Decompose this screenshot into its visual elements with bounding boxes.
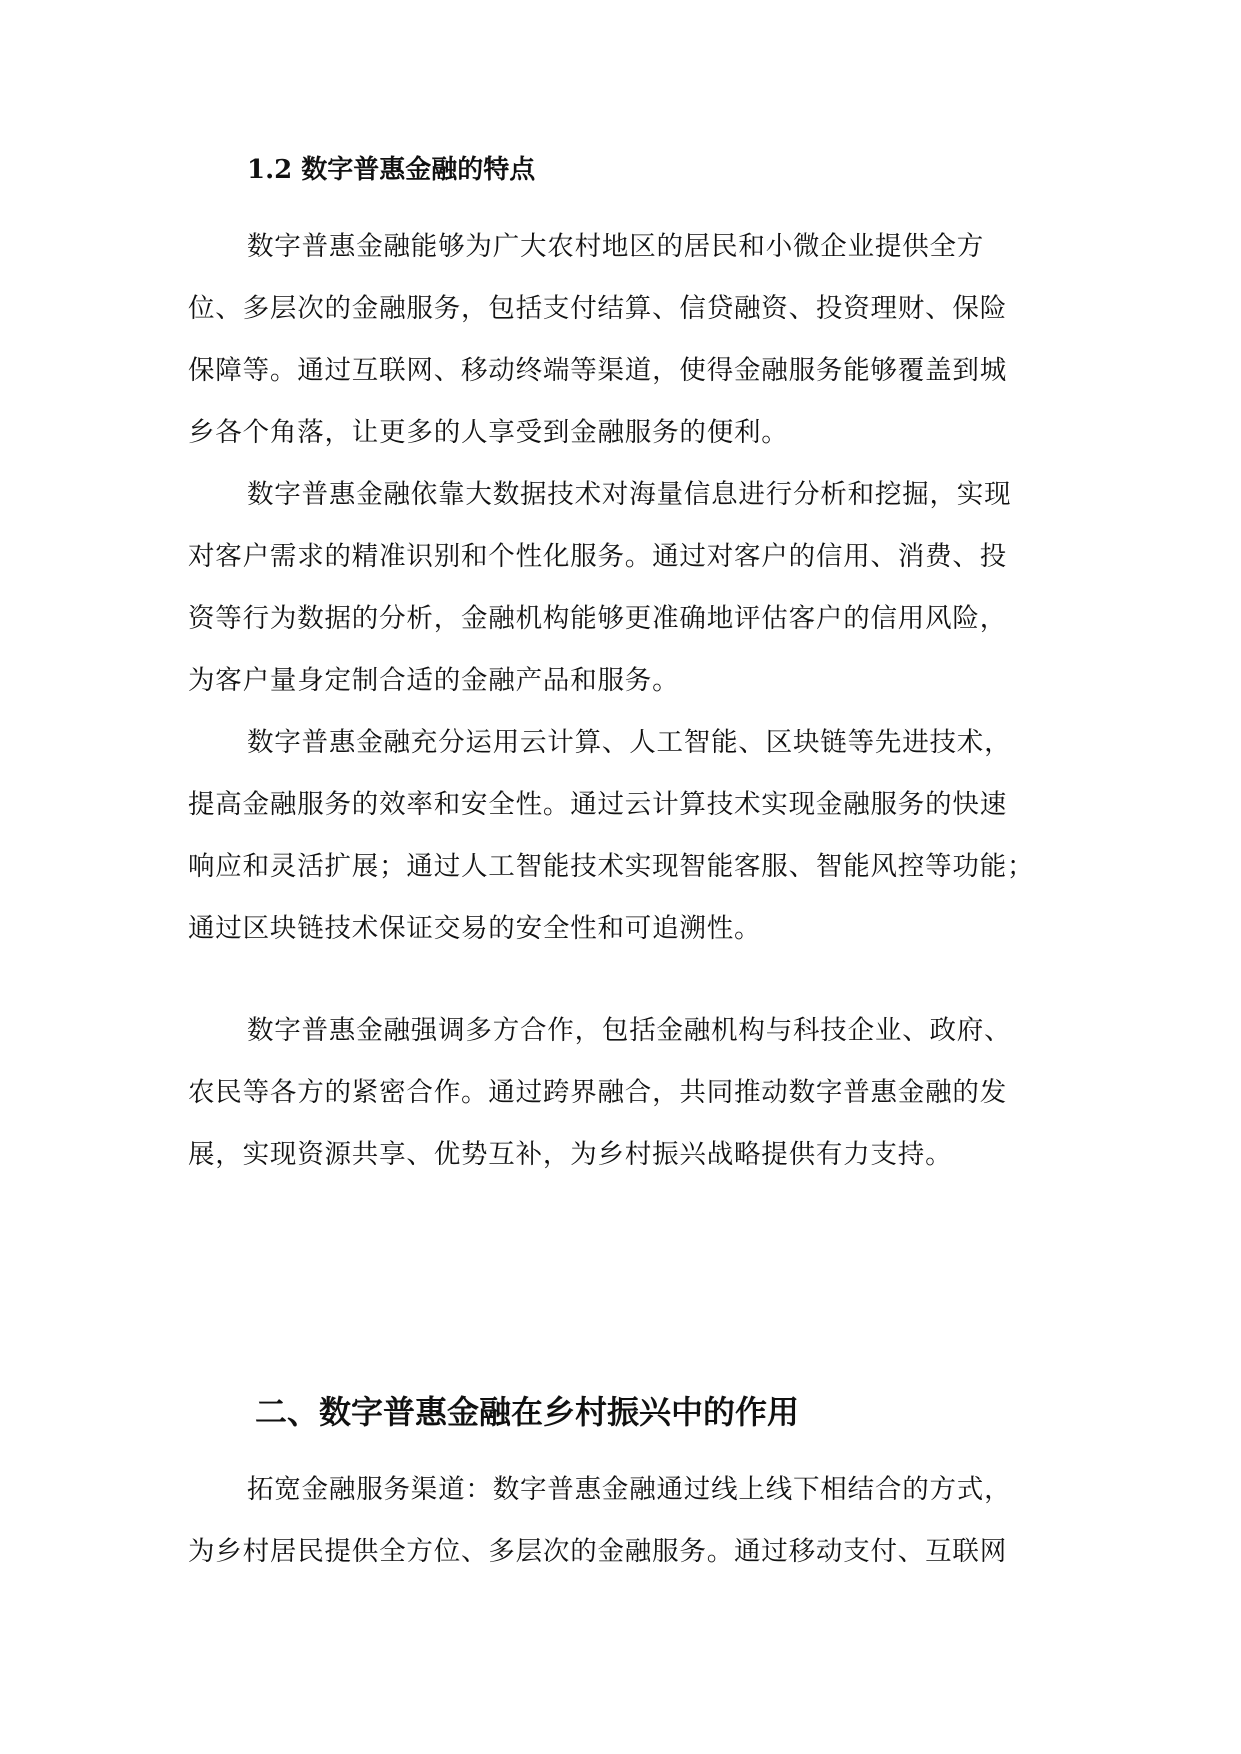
paragraph-3-line-2: 提高金融服务的效率和安全性。通过云计算技术实现金融服务的快速 xyxy=(188,789,1007,820)
paragraph-4-line-1: 数字普惠金融强调多方合作，包括金融机构与科技企业、政府、 xyxy=(247,1015,1012,1046)
paragraph-4-line-2: 农民等各方的紧密合作。通过跨界融合，共同推动数字普惠金融的发 xyxy=(188,1077,1007,1108)
paragraph-3-line-1: 数字普惠金融充分运用云计算、人工智能、区块链等先进技术， xyxy=(247,727,1012,758)
paragraph-1-line-2: 位、多层次的金融服务，包括支付结算、信贷融资、投资理财、保险 xyxy=(188,293,1007,324)
paragraph-2-line-4: 为客户量身定制合适的金融产品和服务。 xyxy=(188,665,680,696)
paragraph-1-line-4: 乡各个角落，让更多的人享受到金融服务的便利。 xyxy=(188,417,789,448)
section-heading-1-2: 1.2 数字普惠金融的特点 xyxy=(247,155,536,185)
section-heading-2: 二、数字普惠金融在乡村振兴中的作用 xyxy=(255,1393,800,1431)
paragraph-1-line-1: 数字普惠金融能够为广大农村地区的居民和小微企业提供全方 xyxy=(247,231,985,262)
paragraph-3-line-3: 响应和灵活扩展；通过人工智能技术实现智能客服、智能风控等功能； xyxy=(188,851,1035,882)
section-2-paragraph-1-line-2: 为乡村居民提供全方位、多层次的金融服务。通过移动支付、互联网 xyxy=(188,1536,1007,1567)
paragraph-3-line-4: 通过区块链技术保证交易的安全性和可追溯性。 xyxy=(188,913,762,944)
paragraph-2-line-2: 对客户需求的精准识别和个性化服务。通过对客户的信用、消费、投 xyxy=(188,541,1007,572)
paragraph-4-line-3: 展，实现资源共享、优势互补，为乡村振兴战略提供有力支持。 xyxy=(188,1139,953,1170)
paragraph-2-line-1: 数字普惠金融依靠大数据技术对海量信息进行分析和挖掘，实现 xyxy=(247,479,1012,510)
paragraph-1-line-3: 保障等。通过互联网、移动终端等渠道，使得金融服务能够覆盖到城 xyxy=(188,355,1007,386)
section-2-paragraph-1-line-1: 拓宽金融服务渠道：数字普惠金融通过线上线下相结合的方式， xyxy=(247,1474,1012,1505)
paragraph-2-line-3: 资等行为数据的分析，金融机构能够更准确地评估客户的信用风险， xyxy=(188,603,1007,634)
